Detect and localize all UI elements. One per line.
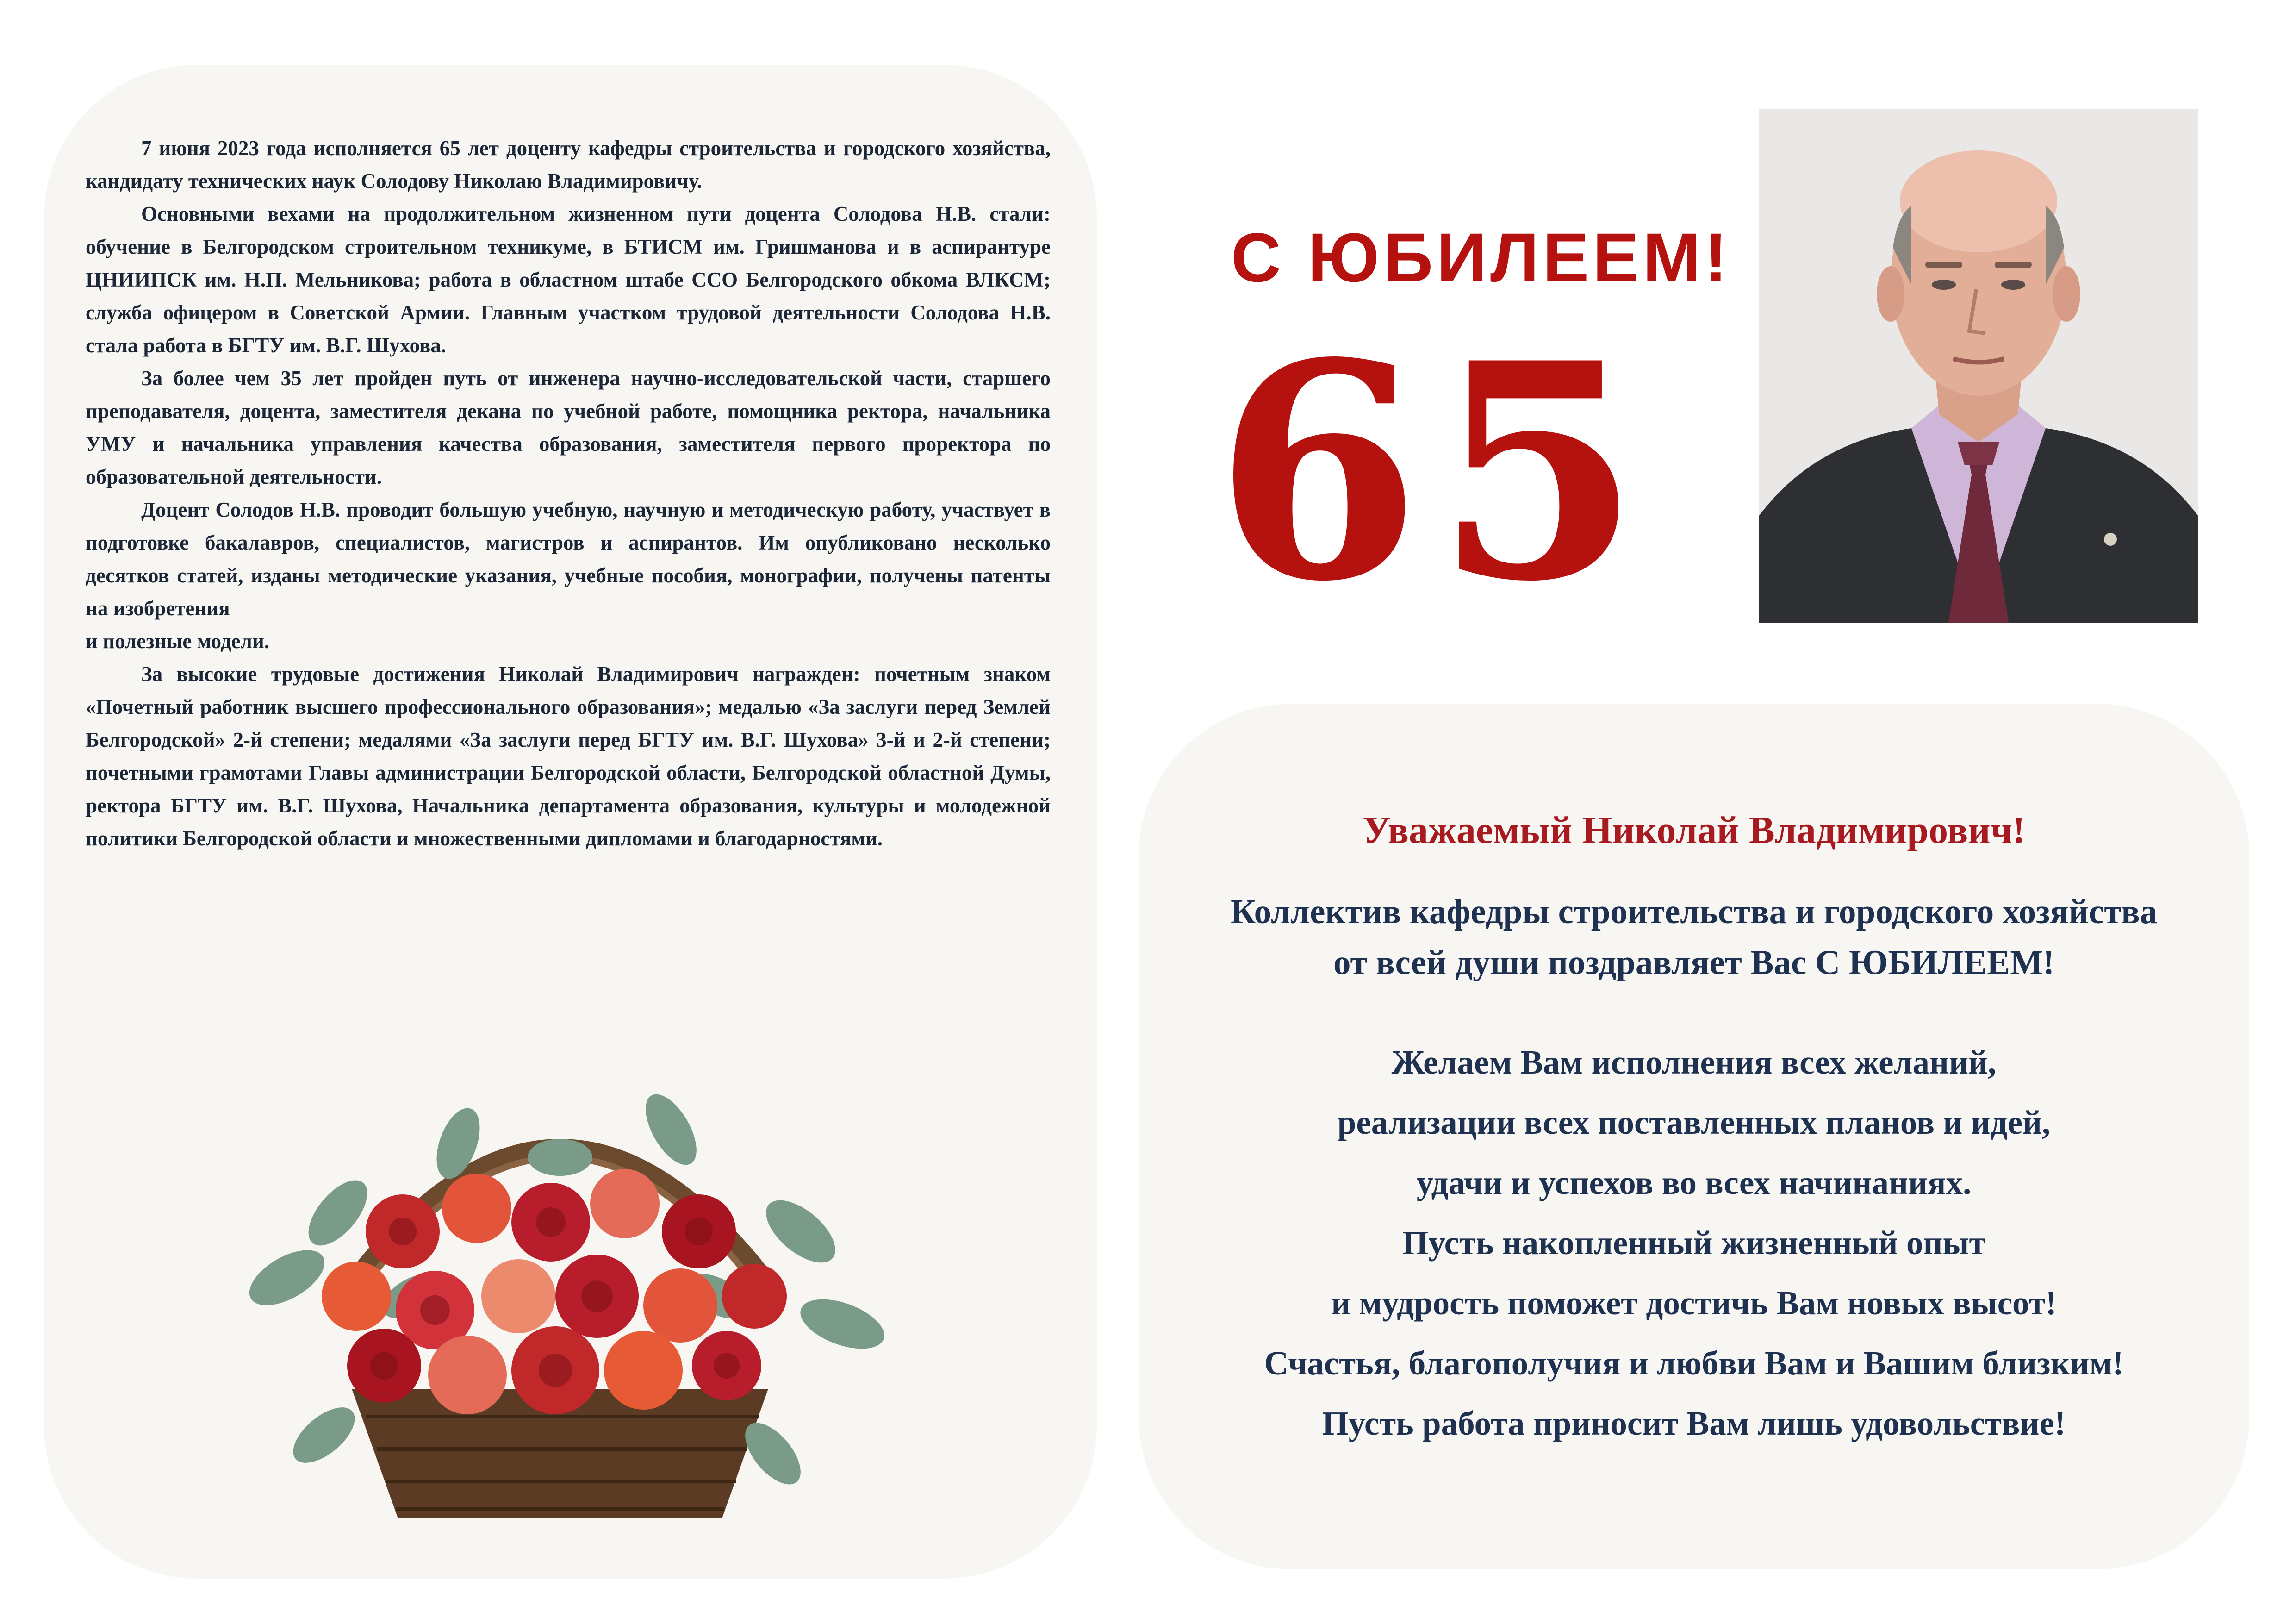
wish-line: Счастья, благополучия и любви Вам и Вашим близким! xyxy=(1264,1344,2124,1382)
wish-line: удачи и успехов во всех начинаниях. xyxy=(1416,1164,1972,1201)
wish-line: Пусть работа приносит Вам лишь удовольствие! xyxy=(1322,1405,2066,1442)
bio-paragraph: Основными вехами на продолжительном жизненном пути доцента Солодова Н.В. стали: обучение в Белгородском строительном техникуме, в БТИСМ им. Гришманова и в аспирантуре ЦНИИПСК им. Н.П. Мельникова; работа в областном штабе ССО Белгородского обкома ВЛКСМ; служба офицером в Советской Армии. Главным участком трудовой деятельности Солодова Н.В. стала работа в БГТУ им. В.Г. Шухова. xyxy=(86,202,1051,357)
greeting-salutation: Уважаемый Николай Владимирович! xyxy=(1362,809,2026,852)
greeting-congrats xyxy=(1139,887,2249,988)
wish-line: и мудрость поможет достичь Вам новых высот! xyxy=(1331,1284,2057,1322)
bio-paragraph: Доцент Солодов Н.В. проводит большую учебную, научную и методическую работу, участвует в подготовке бакалавров, специалистов, магистров и аспирантов. Им опубликовано несколько десятков статей, изданы методические указания, учебные пособия, монографии, получены патенты на изобретения xyxy=(86,498,1051,620)
congrats-line: от всей души поздравляет Вас С ЮБИЛЕЕМ! xyxy=(1333,943,2054,982)
portrait-photo xyxy=(1759,109,2198,623)
congrats-line: Коллектив кафедры строительства и городского хозяйства xyxy=(1230,893,2158,931)
age-number: 65 xyxy=(1214,298,1655,646)
greeting-wishes xyxy=(1139,1032,2249,1454)
wish-line: Пусть накопленный жизненный опыт xyxy=(1402,1224,1986,1262)
bio-paragraph: За высокие трудовые достижения Николай Владимирович награжден: почетным знаком «Почетный работник высшего профессионального образования»; медалью «За заслуги перед Землей Белгородской» 2-й степени; медалями «За заслуги перед БГТУ им. В.Г. Шухова» 3-й и 2-й степени; почетными грамотами Главы администрации Белгородской области, Белгородской областной Думы, ректора БГТУ им. В.Г. Шухова, Начальника департамента образования, культуры и молодежной политики Белгородской области и множественными дипломами и благодарностями. xyxy=(86,662,1051,850)
wish-line: реализации всех поставленных планов и идей, xyxy=(1337,1104,2051,1141)
bio-paragraph: За более чем 35 лет пройден путь от инженера научно-исследовательской части, старшего преподавателя, доцента, заместителя декана по учебной работе, помощника ректора, начальника УМУ и начальника управления качества образования, заместителя первого проректора по образовательной деятельности. xyxy=(86,367,1051,488)
bio-paragraph: и полезные модели. xyxy=(86,630,270,653)
jubilee-title: С ЮБИЛЕЕМ! xyxy=(1231,219,1731,296)
bio-paragraph: 7 июня 2023 года исполняется 65 лет доценту кафедры строительства и городского хозяйства, кандидату технических наук Солодову Николаю Владимировичу. xyxy=(86,137,1051,193)
wish-line: Желаем Вам исполнения всех желаний, xyxy=(1391,1043,1997,1081)
biography-text xyxy=(86,132,1051,855)
flower-basket-image xyxy=(218,1037,902,1555)
